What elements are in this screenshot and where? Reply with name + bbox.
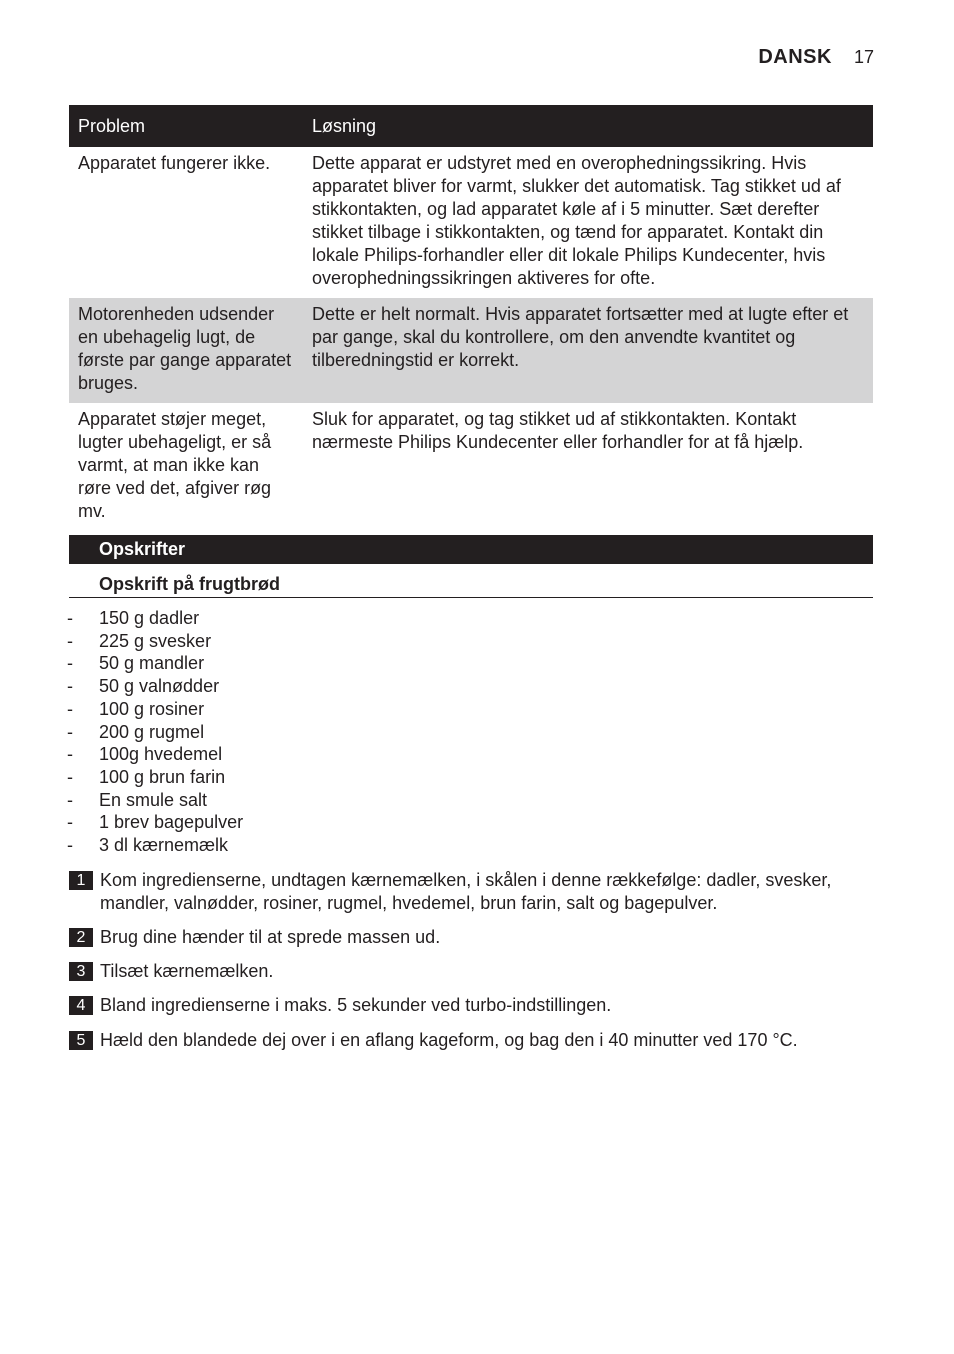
bullet-dash: - — [67, 630, 73, 651]
troubleshooting-table — [69, 105, 873, 531]
section-title-recipes: Opskrifter — [69, 535, 873, 564]
step-number-badge: 5 — [69, 1031, 93, 1050]
step-item — [69, 994, 873, 1029]
ingredient-text: 50 g mandler — [99, 653, 205, 674]
table-header-row — [69, 105, 873, 147]
list-item — [64, 834, 243, 857]
step-text: Brug dine hænder til at sprede massen ud. — [100, 927, 441, 947]
bullet-dash: - — [67, 744, 73, 765]
step-text: Bland ingredienserne i maks. 5 sekunder ved turbo-indstillingen. — [100, 995, 612, 1015]
step-number-badge: 1 — [69, 871, 93, 890]
column-header-solution: Løsning — [303, 105, 873, 147]
page-number: 17 — [853, 47, 874, 67]
bullet-dash: - — [67, 608, 73, 628]
recipe-title: Opskrift på frugtbrød — [69, 571, 873, 598]
list-item — [64, 698, 243, 721]
language-label: DANSK — [758, 46, 832, 68]
step-text: Tilsæt kærnemælken. — [100, 961, 274, 981]
ingredient-text: 225 g svesker — [99, 630, 212, 651]
ingredient-text: 100 g rosiner — [99, 698, 205, 719]
problem-cell: Apparatet fungerer ikke. — [78, 153, 271, 173]
list-item — [64, 811, 243, 834]
ingredient-text: 3 dl kærnemælk — [99, 835, 229, 856]
problem-cell: Motorenheden udsender en ubehagelig lugt, de første par gange apparatet bruges. — [69, 298, 303, 403]
solution-cell: Sluk for apparatet, og tag stikket ud af stikkontakten. Kontakt nærmeste Philips Kundecenter eller forhandler for at få hjælp. — [312, 409, 804, 452]
list-item — [64, 607, 243, 630]
step-number-badge: 3 — [69, 962, 93, 981]
step-item — [69, 1029, 873, 1063]
ingredient-text: En smule salt — [99, 789, 208, 810]
recipe-steps — [69, 869, 873, 1063]
ingredient-list — [64, 607, 243, 857]
table-row — [69, 147, 873, 298]
column-header-problem: Problem — [69, 105, 303, 147]
list-item — [64, 675, 243, 698]
page-header — [758, 46, 874, 69]
step-text: Hæld den blandede dej over i en aflang kageform, og bag den i 40 minutter ved 170 °C. — [100, 1030, 798, 1050]
list-item — [64, 721, 243, 744]
step-number-badge: 2 — [69, 928, 93, 947]
problem-cell: Apparatet støjer meget, lugter ubehageligt, er så varmt, at man ikke kan røre ved det, afgiver røg mv. — [78, 409, 272, 521]
ingredient-text: 200 g rugmel — [99, 721, 205, 742]
list-item — [64, 652, 243, 675]
ingredient-text: 100 g brun farin — [99, 766, 226, 787]
step-text: Kom ingredienserne, undtagen kærnemælken, i skålen i denne rækkefølge: dadler, svesker, mandler, valnødder, rosiner, rugmel, hvedemel, brun farin, salt og bagepulver. — [100, 870, 832, 913]
bullet-dash: - — [67, 676, 73, 697]
bullet-dash: - — [67, 835, 73, 856]
ingredient-text: 1 brev bagepulver — [99, 812, 244, 833]
ingredient-text: 100g hvedemel — [99, 744, 223, 765]
step-item — [69, 869, 873, 926]
ingredient-text: 150 g dadler — [99, 608, 200, 628]
bullet-dash: - — [67, 812, 73, 833]
solution-cell: Dette er helt normalt. Hvis apparatet fortsætter med at lugte efter et par gange, skal du kontrollere, om den anvendte kvantitet og tilberedningstid er korrekt. — [303, 298, 873, 403]
bullet-dash: - — [67, 789, 73, 810]
bullet-dash: - — [67, 698, 73, 719]
table-row — [69, 403, 873, 531]
solution-cell: Dette apparat er udstyret med en overophedningssikring. Hvis apparatet bliver for varmt, slukker det automatisk. Tag stikket ud af stikkontakten, og lad apparatet køle af i 5 minutter. Sæt derefter stikket tilbage i stikkontakten, og tænd for apparatet. Kontakt din lokale Philips-forhandler eller dit lokale Philips Kundecenter, hvis overophedningssikringen aktiveres for ofte. — [312, 153, 841, 288]
list-item — [64, 630, 243, 653]
step-item — [69, 960, 873, 994]
list-item — [64, 743, 243, 766]
step-number-badge: 4 — [69, 996, 93, 1015]
list-item — [64, 766, 243, 789]
step-item — [69, 926, 873, 960]
ingredient-text: 50 g valnødder — [99, 676, 220, 697]
list-item — [64, 789, 243, 812]
table-row — [69, 298, 873, 403]
bullet-dash: - — [67, 766, 73, 787]
bullet-dash: - — [67, 721, 73, 742]
bullet-dash: - — [67, 653, 73, 674]
